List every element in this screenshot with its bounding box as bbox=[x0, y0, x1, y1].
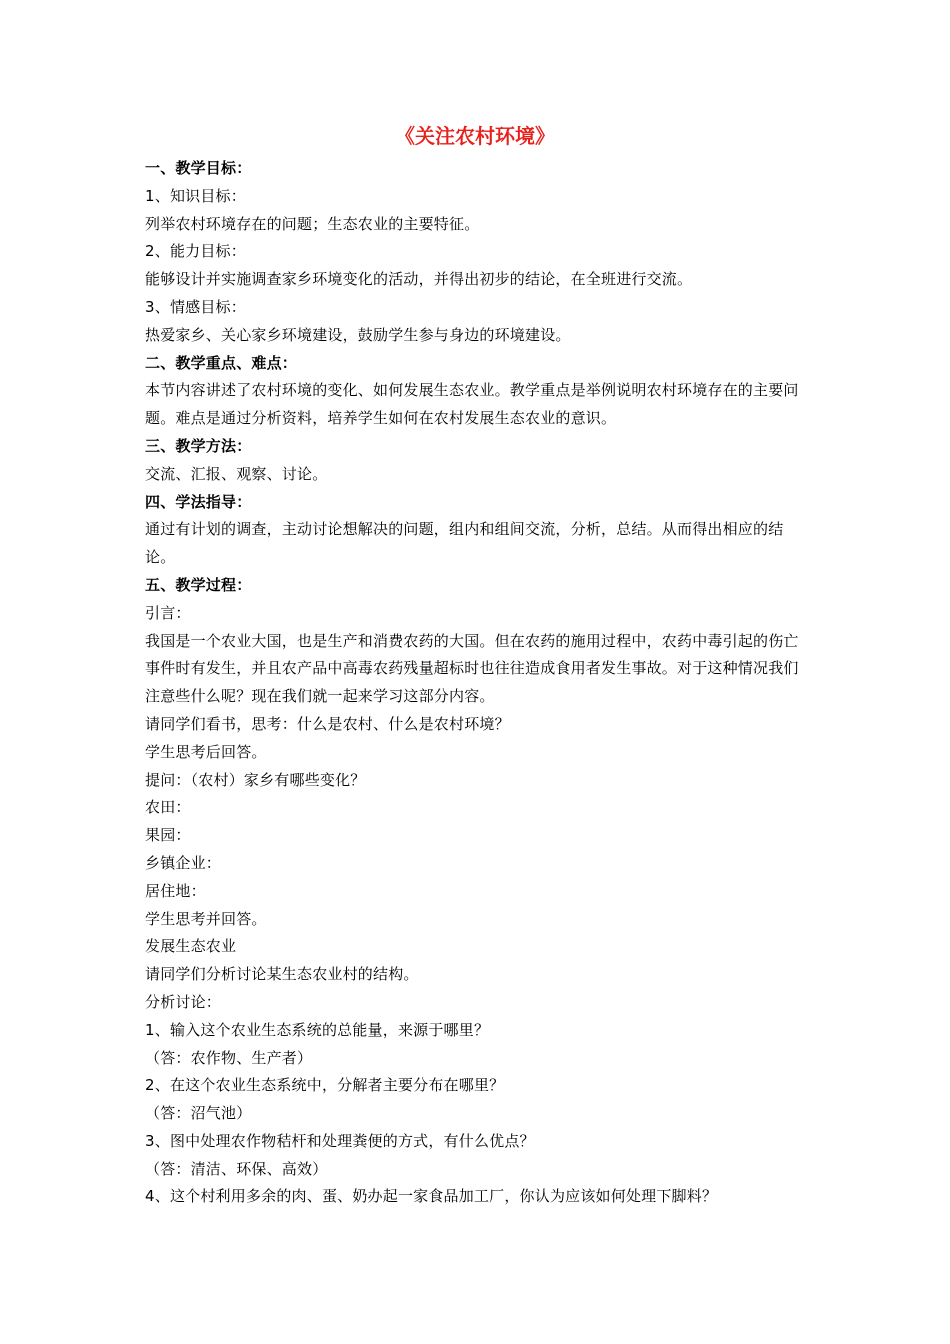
paragraph-line: 引言： bbox=[145, 603, 191, 622]
document-body bbox=[145, 155, 805, 1211]
paragraph-line: 我国是一个农业大国，也是生产和消费农药的大国。但在农药的施用过程中，农药中毒引起的伤亡事件时有发生，并且农产品中高毒农药残量超标时也往往造成食用者发生事故。对于这种情况我们注意些什么呢？现在我们就一起来学习这部分内容。 bbox=[145, 631, 799, 706]
paragraph-line: 通过有计划的调查，主动讨论想解决的问题，组内和组间交流，分析，总结。从而得出相应的结论。 bbox=[145, 520, 784, 567]
paragraph-line: 交流、汇报、观察、讨论。 bbox=[145, 464, 328, 483]
document-title: 《关注农村环境》 bbox=[395, 124, 555, 148]
paragraph-line: 请同学们分析讨论某生态农业村的结构。 bbox=[145, 965, 419, 984]
paragraph-line: （答：农作物、生产者） bbox=[145, 1048, 313, 1067]
paragraph-line: 分析讨论： bbox=[145, 992, 222, 1011]
section-heading: 四、学法指导： bbox=[145, 492, 252, 511]
paragraph-line: 提问：（农村）家乡有哪些变化？ bbox=[145, 770, 366, 789]
paragraph-line: 学生思考后回答。 bbox=[145, 742, 267, 761]
paragraph-line: 能够设计并实施调查家乡环境变化的活动，并得出初步的结论，在全班进行交流。 bbox=[145, 270, 693, 289]
paragraph-line: 农田： bbox=[145, 798, 191, 817]
paragraph-line: 2、能力目标： bbox=[145, 242, 246, 261]
paragraph-line: （答：清洁、环保、高效） bbox=[145, 1159, 328, 1178]
paragraph-line: 请同学们看书，思考：什么是农村、什么是农村环境？ bbox=[145, 714, 510, 733]
paragraph-line: 发展生态农业 bbox=[145, 937, 237, 956]
paragraph-line: （答：沼气池） bbox=[145, 1104, 252, 1123]
paragraph-line: 3、情感目标： bbox=[145, 297, 246, 316]
paragraph-line: 本节内容讲述了农村环境的变化、如何发展生态农业。教学重点是举例说明农村环境存在的主要问题。难点是通过分析资料，培养学生如何在农村发展生态农业的意识。 bbox=[145, 381, 799, 428]
section-heading: 一、教学目标： bbox=[145, 159, 252, 177]
paragraph-line: 2、在这个农业生态系统中，分解者主要分布在哪里？ bbox=[145, 1076, 505, 1095]
paragraph-line: 1、知识目标： bbox=[145, 186, 246, 205]
paragraph-line: 乡镇企业： bbox=[145, 853, 222, 872]
paragraph-line: 列举农村环境存在的问题；生态农业的主要特征。 bbox=[145, 214, 480, 233]
paragraph-line: 果园： bbox=[145, 826, 191, 845]
paragraph-line: 学生思考并回答。 bbox=[145, 909, 267, 928]
paragraph-line: 热爱家乡、关心家乡环境建设，鼓励学生参与身边的环境建设。 bbox=[145, 325, 571, 344]
section-heading: 二、教学重点、难点： bbox=[145, 353, 298, 372]
paragraph-line: 1、输入这个农业生态系统的总能量，来源于哪里？ bbox=[145, 1020, 490, 1039]
paragraph-line: 3、图中处理农作物秸杆和处理粪便的方式，有什么优点？ bbox=[145, 1131, 535, 1150]
section-heading: 三、教学方法： bbox=[145, 436, 252, 455]
paragraph-line: 4、这个村利用多余的肉、蛋、奶办起一家食品加工厂，你认为应该如何处理下脚料？ bbox=[145, 1187, 718, 1206]
section-heading: 五、教学过程： bbox=[145, 575, 252, 594]
paragraph-line: 居住地： bbox=[145, 881, 206, 900]
